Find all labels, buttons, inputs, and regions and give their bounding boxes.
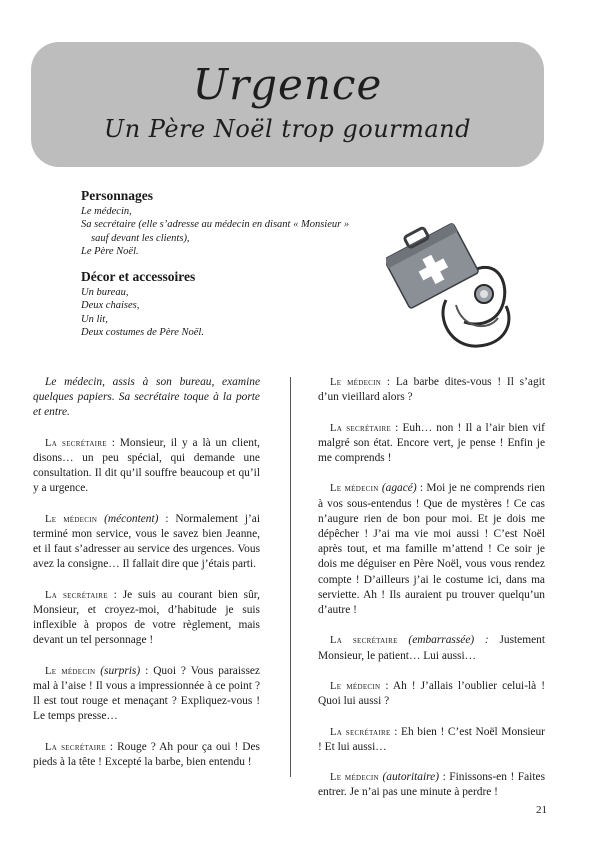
- characters-heading: Personnages: [81, 188, 153, 203]
- character-item: Le Père Noël.: [81, 245, 139, 257]
- dialogue-line: Le médecin (autoritaire) : Finissons-en ! Faites entrer. Je n’ai pas une minute à perdre !: [318, 771, 545, 799]
- stage-direction: Le médecin, assis à son bureau, examine quelques papiers. Sa secrétaire toque à la porte et entre.: [33, 376, 260, 419]
- line-text: Moi je ne comprends rien à vos sous-entendus ! Que de mystères ! Ce cas n’augure rien de bon pour moi. Et je dois me dépêcher ! J’ai ma vie moi aussi ! C’est Noël après tout, et ma famille m’attend ! Ce soir je dois me déguiser en Père Noël, vous vous rendez compte ! D’ailleurs j’ai le costume ici, dans ma serviette. Ah ! Ils auraient pu trouver quelqu’un d’autre !: [318, 482, 545, 617]
- left-column: [33, 375, 260, 785]
- speaker: La secrétaire: [45, 437, 107, 449]
- line-text: Rouge ? Ah pour ça oui ! Des pieds à la tête ! Excepté la barbe, bien entendu !: [33, 740, 260, 768]
- right-column: [318, 375, 545, 816]
- dialogue-line: Le médecin (agacé) : Moi je ne comprends rien à vos sous-entendus ! Que de mystères ! Ce cas n’augure rien de bon pour moi. Et je dois me dépêcher ! J’ai ma vie moi aussi ! C’est Noël après tout, et ma famille m’attend ! Ce soir je dois me déguiser en Père Noël, vous vous rendez compte ! D’ailleurs j’ai le costume ici, dans ma serviette. Ah ! Ils auraient pu trouver quelqu’un d’autre !: [318, 482, 545, 617]
- column-divider: [290, 377, 291, 777]
- character-item: Sa secrétaire (elle s’adresse au médecin en disant « Monsieur »: [81, 219, 350, 231]
- speaker: Le médecin: [45, 665, 96, 677]
- set-heading: Décor et accessoires: [81, 269, 196, 285]
- direction: (surpris): [100, 664, 141, 677]
- character-item: Le médecin,: [81, 206, 132, 217]
- cast-and-set: [81, 188, 381, 339]
- speaker: La secrétaire: [45, 741, 106, 753]
- character-item: sauf devant les clients),: [91, 232, 190, 244]
- dialogue-line: La secrétaire : Je suis au courant bien sûr, Monsieur, et croyez-moi, d’habitude je suis inflexible à propos de votre règlement, mais devant un tel personnage !: [33, 588, 260, 647]
- page-number: 21: [536, 804, 547, 816]
- set-item: Un bureau,: [81, 287, 129, 299]
- speaker: La secrétaire: [330, 422, 392, 434]
- line-text: Monsieur, il y a là un client, disons… un peu spécial, qui demande une consultation. Il dit qu’il souffre beaucoup et qu’il y a urgence.: [33, 436, 260, 495]
- direction: (mécontent): [104, 512, 159, 525]
- dialogue-line: Le médecin : Ah ! J’allais l’oublier celui-là ! Quoi lui aussi ?: [318, 680, 546, 708]
- dialogue-line: La secrétaire : Eh bien ! C’est Noël Monsieur ! Et lui aussi…: [318, 725, 545, 753]
- speaker: La secrétaire: [330, 726, 391, 738]
- title-banner: [31, 42, 544, 167]
- speaker: Le médecin: [330, 483, 379, 495]
- speaker: La secrétaire: [45, 589, 108, 601]
- speaker: Le médecin: [45, 513, 98, 525]
- line-text: Ah ! J’allais l’oublier celui-là ! Quoi lui aussi ?: [318, 680, 546, 708]
- line-text: Justement Monsieur, le patient… Lui aussi…: [318, 634, 545, 662]
- line-text: Je suis au courant bien sûr, Monsieur, et croyez-moi, d’habitude je suis inflexible à propos de votre règlement, mais devant un tel personnage !: [33, 588, 260, 647]
- set-item: Deux chaises,: [81, 300, 140, 312]
- line-text: La barbe dites-vous ! Il s’agit d’un vieillard alors ?: [318, 376, 545, 404]
- line-text: Quoi ? Vous paraissez mal à l’aise ! Il vous a impressionnée à ce point ? Il est tout rouge et menaçant ? Expliquez-vous ! Le temps presse…: [33, 664, 260, 723]
- direction: (embarrassée) :: [408, 634, 489, 647]
- medical-bag-stethoscope-icon: [386, 210, 521, 360]
- direction: (agacé): [381, 482, 417, 495]
- line-text: Euh… non ! Il a l’air bien vif malgré son état. Encore vert, je pense ! Enfin je me comprends !: [318, 421, 545, 464]
- dialogue-line: La secrétaire : Rouge ? Ah pour ça oui ! Des pieds à la tête ! Excepté la barbe, bien entendu !: [33, 740, 260, 768]
- line-text: Normalement j’ai terminé mon service, vous le savez bien Jeanne, et il faut s’adresser au service des urgences. Vous avez la consigne… Il fallait dire que j’étais parti.: [33, 512, 260, 571]
- line-text: Eh bien ! C’est Noël Monsieur ! Et lui aussi…: [318, 725, 545, 753]
- speaker: Le médecin: [330, 377, 382, 388]
- page-subtitle: Un Père Noël trop gourmand: [103, 115, 472, 143]
- dialogue-line: [318, 633, 545, 663]
- line-text: Finissons-en ! Faites entrer. Je n’ai pas une minute à perdre !: [318, 771, 545, 799]
- dialogue-line: La secrétaire : Monsieur, il y a là un client, disons… un peu spécial, qui demande une consultation. Il dit qu’il souffre beaucoup et qu’il y a urgence.: [33, 436, 260, 495]
- speaker: Le médecin: [330, 681, 381, 692]
- speaker: La secrétaire: [330, 635, 398, 647]
- dialogue-line: Le médecin : La barbe dites-vous ! Il s’agit d’un vieillard alors ?: [318, 376, 545, 404]
- speaker: Le médecin: [330, 772, 379, 784]
- page-title: Urgence: [192, 60, 383, 109]
- set-item: Deux costumes de Père Noël.: [81, 327, 204, 339]
- dialogue-line: Le médecin (mécontent) : Normalement j’ai terminé mon service, vous le savez bien Jeanne, et il faut s’adresser au service des urgences. Vous avez la consigne… Il fallait dire que j’étais parti.: [33, 512, 260, 571]
- dialogue-line: La secrétaire : Euh… non ! Il a l’air bien vif malgré son état. Encore vert, je pense ! Enfin je me comprends !: [318, 421, 545, 464]
- dialogue-line: Le médecin (surpris) : Quoi ? Vous paraissez mal à l’aise ! Il vous a impressionnée à ce point ? Il est tout rouge et menaçant ? Expliquez-vous ! Le temps presse…: [33, 664, 260, 723]
- direction: (autoritaire): [382, 771, 440, 784]
- set-item: Un lit,: [81, 313, 108, 325]
